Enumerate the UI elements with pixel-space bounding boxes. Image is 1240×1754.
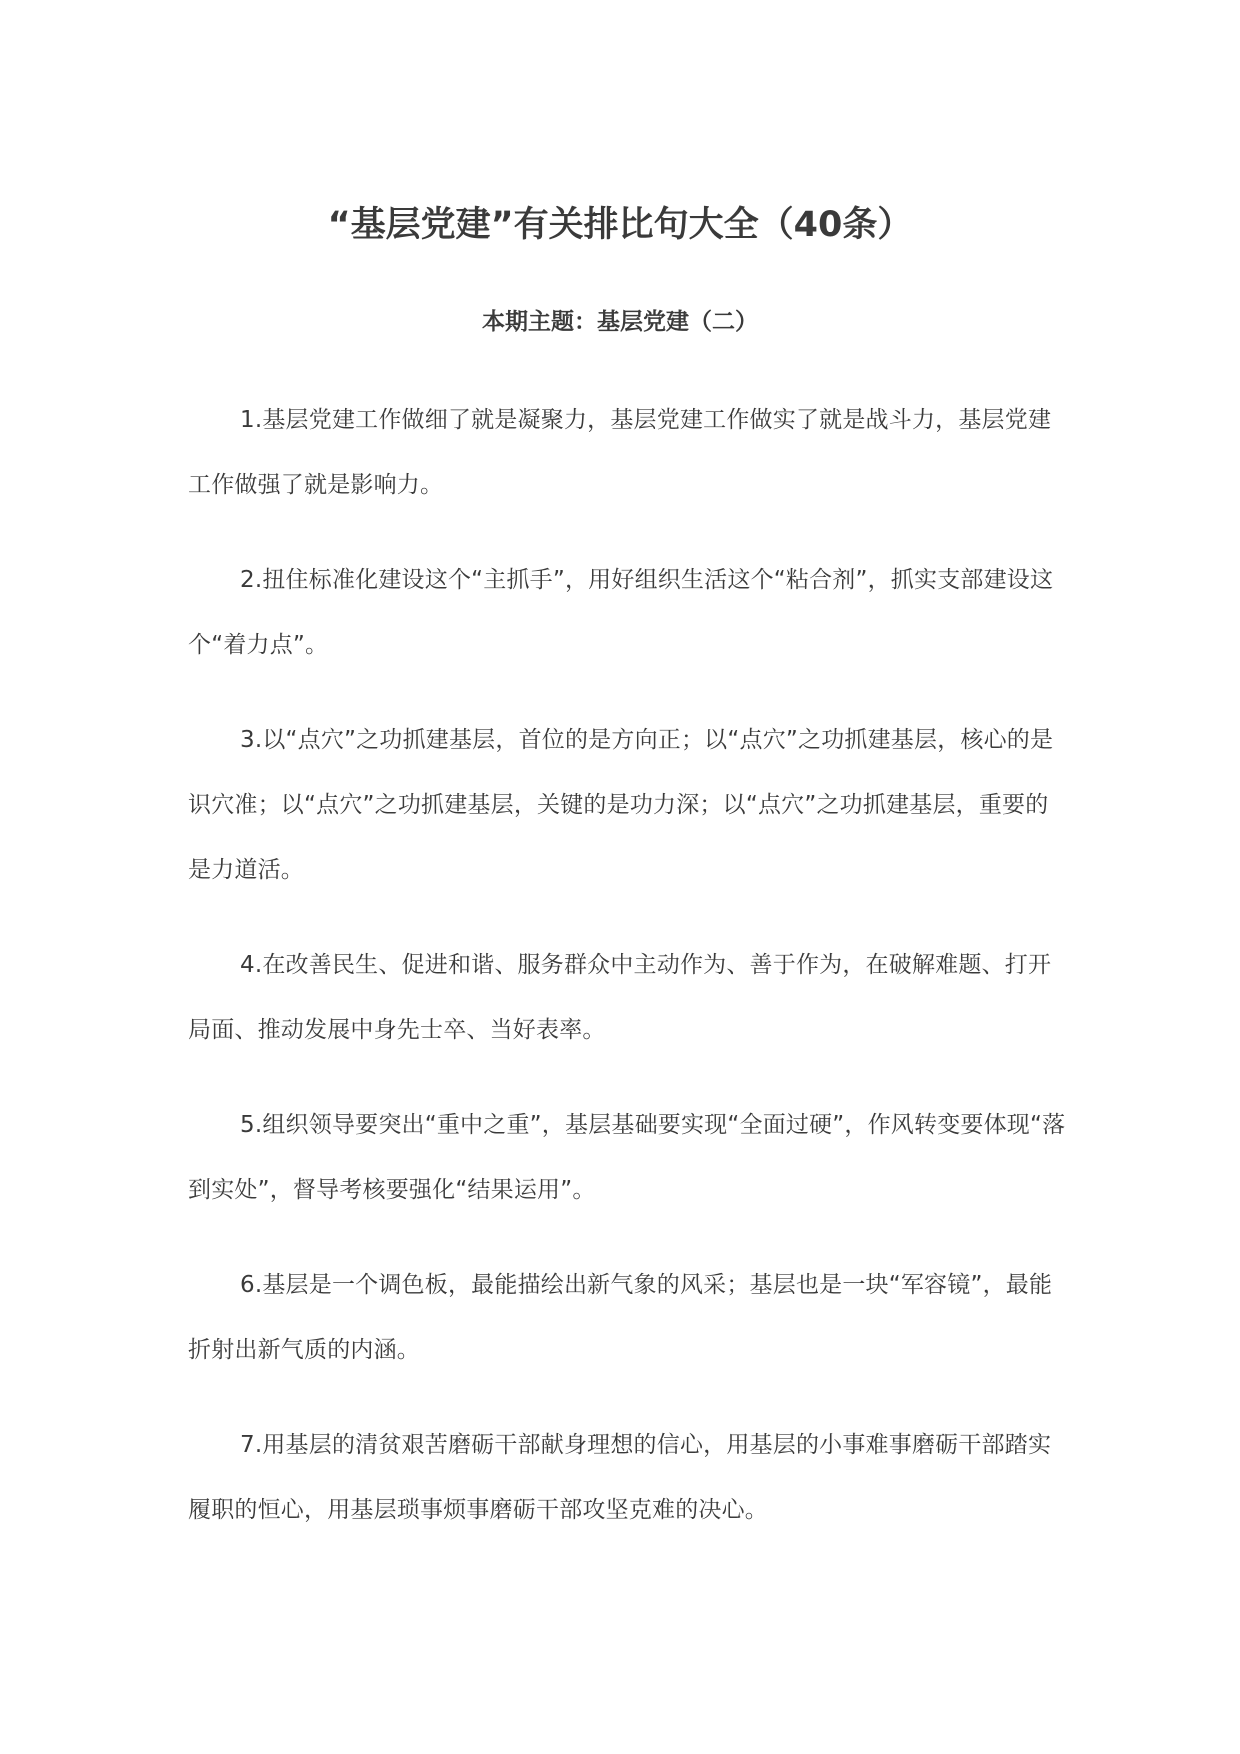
document-subtitle: 本期主题：基层党建（二）	[482, 309, 758, 335]
paragraph-3: 3.以“点穴”之功抓建基层，首位的是方向正；以“点穴”之功抓建基层，核心的是识穴准；以“点穴”之功抓建基层，关键的是功力深；以“点穴”之功抓建基层，重要的是力道活。	[188, 727, 1054, 883]
paragraph-6: 6.基层是一个调色板，最能描绘出新气象的风采；基层也是一块“军容镜”，最能折射出新气质的内涵。	[188, 1272, 1053, 1363]
document-title: “基层党建”有关排比句大全（40条）	[327, 205, 913, 245]
paragraph-7: 7.用基层的清贫艰苦磨砺干部献身理想的信心，用基层的小事难事磨砺干部踏实履职的恒心，用基层琐事烦事磨砺干部攻坚克难的决心。	[188, 1432, 1052, 1523]
paragraph-4: 4.在改善民生、促进和谐、服务群众中主动作为、善于作为，在破解难题、打开局面、推动发展中身先士卒、当好表率。	[188, 952, 1052, 1043]
document-body	[188, 388, 1068, 1573]
paragraph-5: 5.组织领导要突出“重中之重”，基层基础要实现“全面过硬”，作风转变要体现“落到实处”，督导考核要强化“结果运用”。	[188, 1112, 1066, 1203]
paragraph-2: 2.扭住标准化建设这个“主抓手”，用好组织生活这个“粘合剂”，抓实支部建设这个“着力点”。	[188, 567, 1054, 658]
paragraph-1: 1.基层党建工作做细了就是凝聚力，基层党建工作做实了就是战斗力，基层党建工作做强了就是影响力。	[188, 407, 1052, 498]
